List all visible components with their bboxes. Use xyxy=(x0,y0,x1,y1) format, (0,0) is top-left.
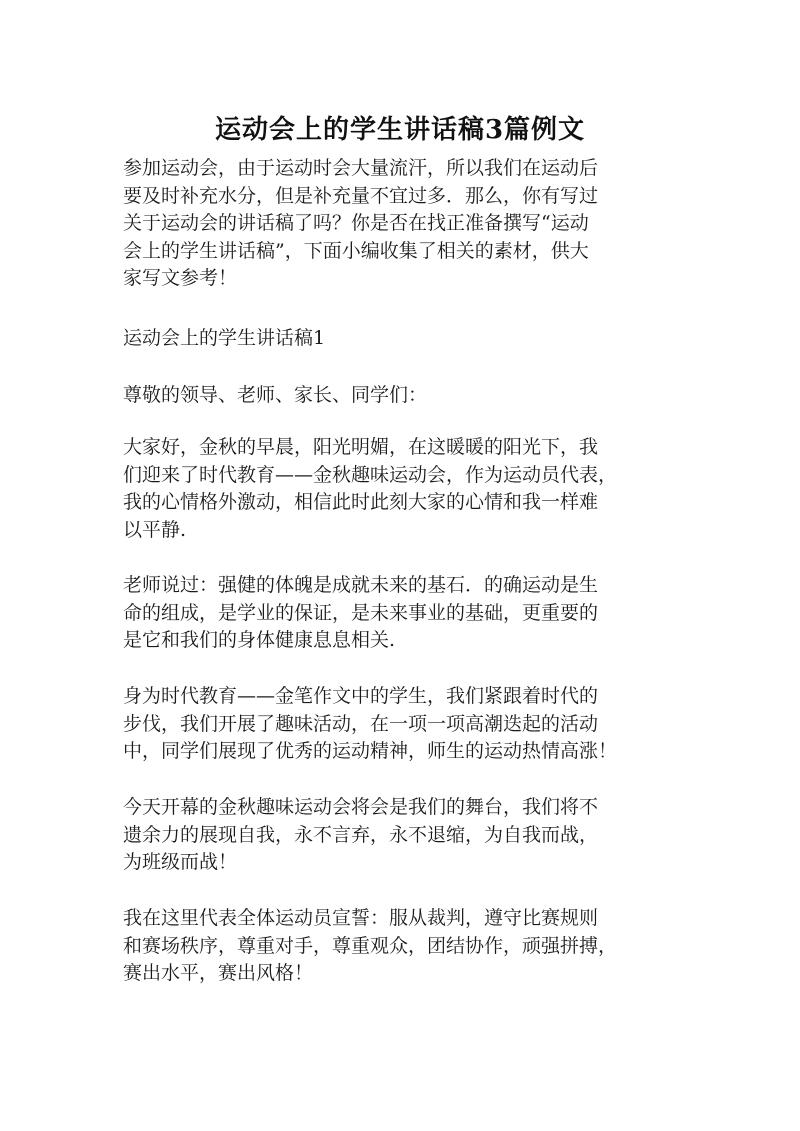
paragraph-line: 我的心情格外激动，相信此时此刻大家的心情和我一样难 xyxy=(123,491,599,513)
paragraph-line: 们迎来了时代教育——金秋趣味运动会，作为运动员代表， xyxy=(123,463,618,486)
document-title: 运动会上的学生讲话稿3篇例文 xyxy=(214,115,586,145)
paragraph xyxy=(123,794,673,877)
salutation-block xyxy=(123,382,673,410)
intro-line: 要及时补充水分，但是补充量不宜过多．那么，你有写过 xyxy=(123,184,599,207)
intro-line: 参加运动会，由于运动时会大量流汗，所以我们在运动后 xyxy=(123,157,599,179)
paragraph-line: 赛出水平，赛出风格！ xyxy=(123,962,314,984)
paragraph-line: 今天开幕的金秋趣味运动会将会是我们的舞台，我们将不 xyxy=(123,796,599,818)
paragraph-line: 大家好，金秋的早晨，阳光明媚，在这暖暖的阳光下，我 xyxy=(123,436,599,458)
section-heading: 运动会上的学生讲话稿1 xyxy=(123,327,326,349)
paragraph-line: 老师说过：强健的体魄是成就未来的基石．的确运动是生 xyxy=(123,574,599,596)
paragraph-line: 命的组成，是学业的保证，是未来事业的基础，更重要的 xyxy=(123,601,599,624)
paragraph-line: 以平静. xyxy=(123,518,187,541)
paragraph-line: 和赛场秩序，尊重对手，尊重观众，团结协作，顽强拼搏， xyxy=(123,934,618,957)
paragraph xyxy=(123,434,673,544)
intro-line: 家写文参考！ xyxy=(123,267,238,289)
section-heading-block xyxy=(123,325,673,353)
intro-line: 会上的学生讲话稿”，下面小编收集了相关的素材，供大 xyxy=(123,239,589,262)
paragraph xyxy=(123,905,673,988)
paragraph-line: 为班级而战！ xyxy=(123,851,238,873)
paragraph-line: 我在这里代表全体运动员宣誓：服从裁判，遵守比赛规则 xyxy=(123,907,599,929)
paragraph xyxy=(123,683,673,766)
intro-line: 关于运动会的讲话稿了吗？你是否在找正准备撰写“运动 xyxy=(123,212,589,234)
intro-paragraph xyxy=(123,155,673,293)
salutation: 尊敬的领导、老师、家长、同学们： xyxy=(123,384,428,406)
paragraph xyxy=(123,572,673,655)
paragraph-line: 步伐，我们开展了趣味活动，在一项一项高潮迭起的活动 xyxy=(123,712,599,735)
paragraph-line: 遗余力的展现自我，永不言弃，永不退缩，为自我而战， xyxy=(123,823,599,846)
paragraph-line: 中，同学们展现了优秀的运动精神，师生的运动热情高涨！ xyxy=(123,740,618,762)
paragraph-line: 是它和我们的身体健康息息相关. xyxy=(123,629,396,651)
paragraph-line: 身为时代教育——金笔作文中的学生，我们紧跟着时代的 xyxy=(123,685,599,707)
